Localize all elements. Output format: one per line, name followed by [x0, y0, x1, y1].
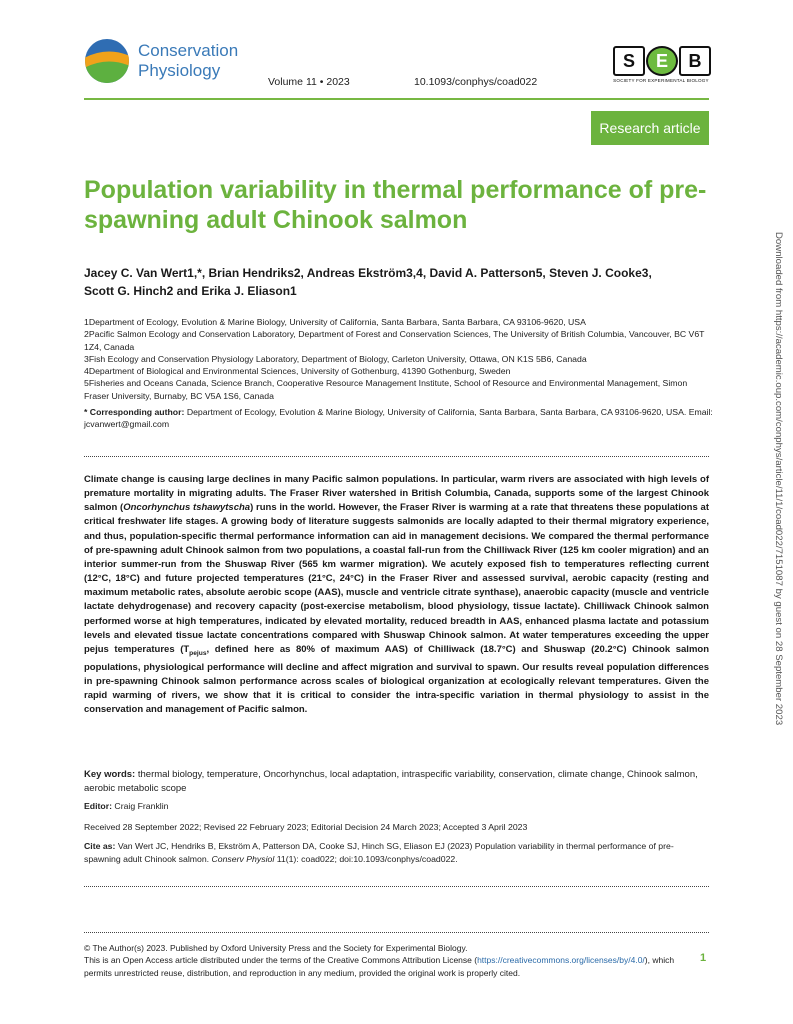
copyright-line-2-start: This is an Open Access article distributed under the terms of the Creative Commons Attribution License (	[84, 955, 478, 966]
seb-letter-s: S	[613, 46, 645, 76]
affiliation-5: 5Fisheries and Oceans Canada, Science Branch, Cooperative Resource Management Institute, School of Resource and Environmental Management, Simon Fraser University, Burnaby, BC V5A 1S6, Canada	[84, 378, 688, 401]
author-line-1: Jacey C. Van Wert1,*, Brian Hendriks2, Andreas Ekström3,4, David A. Patterson5, Steven J. Cooke3,	[84, 266, 652, 280]
dotted-divider	[84, 932, 709, 933]
abstract-species: Oncorhynchus tshawytscha	[123, 502, 251, 514]
author-line-2: Scott G. Hinch2 and Erika J. Eliason1	[84, 284, 297, 298]
journal-name-line2: Physiology	[138, 61, 221, 80]
journal-logo[interactable]	[84, 38, 259, 90]
seb-logo[interactable]	[613, 46, 709, 84]
volume-label: Volume 11 • 2023	[268, 76, 350, 88]
header-divider	[84, 98, 709, 100]
copyright-line-1: © The Author(s) 2023. Published by Oxford University Press and the Society for Experimental Biology.	[84, 943, 468, 953]
license-link[interactable]: https://creativecommons.org/licenses/by/4.0/	[477, 955, 645, 966]
received-dates: Received 28 September 2022; Revised 22 February 2023; Editorial Decision 24 March 2023; Accepted 3 April 2023	[84, 822, 528, 832]
corresponding-author	[84, 406, 714, 431]
dotted-divider	[84, 886, 709, 887]
copyright-line-2	[84, 952, 707, 979]
journal-name-line1: Conservation	[138, 41, 239, 60]
copyright-line-2-end: ), which permits unrestricted reuse, distribution, and reproduction in any medium, provided the original work is properly cited.	[84, 955, 675, 978]
download-side-note	[770, 232, 784, 832]
corresponding-author-label: * Corresponding author:	[84, 407, 185, 417]
seb-letter-b: B	[679, 46, 711, 76]
journal-name	[138, 41, 238, 81]
cite-as-label: Cite as:	[84, 841, 116, 851]
affiliation-4: 4Department of Biological and Environmental Sciences, University of Gothenburg, 41390 Gothenburg, Sweden	[84, 366, 511, 377]
cite-as-journal: Conserv Physiol	[211, 853, 275, 864]
download-side-note-text[interactable]: Downloaded from https://academic.oup.com/conphys/article/11/1/coad022/7151087 by guest on 28 September 2023	[773, 232, 784, 726]
abstract-part-1: Climate change is causing large declines in many Pacific salmon populations. In particular, warm rivers are associated with high levels of premature mortality in migrating adults. The Fraser River watershed in British Columbia, Canada, supports some of the largest Chinook salmon (	[84, 474, 709, 514]
affiliation-1: 1Department of Ecology, Evolution & Marine Biology, University of California, Santa Barbara, Santa Barbara, CA 93106-9620, USA	[84, 317, 586, 327]
journal-logo-icon	[84, 38, 130, 84]
affiliations	[84, 316, 714, 402]
abstract	[84, 473, 709, 718]
author-list	[84, 264, 714, 300]
cite-as-text: Van Wert JC, Hendriks B, Ekström A, Patterson DA, Cooke SJ, Hinch SG, Eliason EJ (2023) Population variability in thermal performance of pre-spawning adult Chinook salmon.	[84, 841, 674, 864]
cite-as-tail: 11(1): coad022; doi:10.1093/conphys/coad022.	[274, 853, 458, 864]
dotted-divider	[84, 456, 709, 457]
abstract-part-3: , defined here as 80% of maximum AAS) of Chilliwack (18.7°C) and Shuswap (20.2°C) Chinook salmon populations, physiological performance will decline and affect migration and survival to spawn. Our results reveal population differences in pre-spawning Chinook salmon performance across scales of biological organization at ecologically relevant temperatures. Given the rapid warming of rivers, we show that it is critical to consider the intra-specific variation in thermal physiology to assist in the conservation and management of Pacific salmon.	[84, 643, 709, 716]
cite-as	[84, 840, 709, 865]
keywords-label: Key words:	[84, 769, 136, 780]
editor-label: Editor:	[84, 801, 112, 811]
doi-label[interactable]: 10.1093/conphys/coad022	[414, 76, 538, 88]
abstract-subscript: pejus	[189, 649, 207, 657]
article-title: Population variability in thermal performance of pre-spawning adult Chinook salmon	[84, 176, 707, 234]
keywords	[84, 768, 709, 796]
editor	[84, 801, 169, 811]
seb-letter-e: E	[646, 46, 678, 76]
page-number: 1	[700, 952, 707, 964]
copyright-notice	[84, 942, 707, 979]
seb-subtitle: SOCIETY FOR EXPERIMENTAL BIOLOGY	[613, 78, 709, 83]
editor-name: Craig Franklin	[114, 801, 169, 811]
affiliation-3: 3Fish Ecology and Conservation Physiology Laboratory, Department of Biology, Carleton University, Ottawa, ON K1S 5B6, Canada	[84, 353, 587, 364]
keywords-text: thermal biology, temperature, Oncorhynchus, local adaptation, intraspecific variability, conservation, climate change, Chinook salmon, aerobic metabolic scope	[84, 769, 698, 794]
affiliation-2: 2Pacific Salmon Ecology and Conservation Laboratory, Department of Forest and Conservation Sciences, The University of British Columbia, Vancouver, BC V6T 1Z4, Canada	[84, 329, 705, 352]
abstract-part-2: ) runs in the world. However, the Fraser River is warming at a rate that threatens these populations at critical freshwater life stages. A growing body of literature suggests salmonids are locally adapted to their thermal migratory experience, and thus, population-specific thermal performance information can aid in management decisions. We compared the thermal performance of pre-spawning adult Chinook salmon from two populations, a coastal fall-run from the Chilliwack River (125 km cooler migration) and an interior summer-run from the Shuswap River (565 km warmer migration). We acutely exposed fish to temperatures reflecting current (12°C, 18°C) and future projected temperatures (21°C, 24°C) in the Fraser River and assessed survival, aerobic capacity (resting and maximum metabolic rates, absolute aerobic scope (AAS), muscle and ventricle citrate synthase), anaerobic capacity (muscle and ventricle lactate dehydrogenase) and recovery capacity (post-exercise metabolism, blood physiology, tissue lactate). Chilliwack Chinook salmon performed worse at high temperatures, indicated by elevated mortality, reduced breadth in AAS, enhanced plasma lactate and potassium levels and elevated tissue lactate concentrations compared with Shuswap Chinook salmon. At water temperatures exceeding the upper pejus temperatures (T	[84, 502, 709, 655]
corresponding-author-text[interactable]: Department of Ecology, Evolution & Marine Biology, University of California, Santa Barbara, Santa Barbara, CA 93106-9620, USA. Email: jcvanwert@gmail.com	[84, 407, 713, 430]
article-type-badge: Research article	[591, 111, 709, 145]
